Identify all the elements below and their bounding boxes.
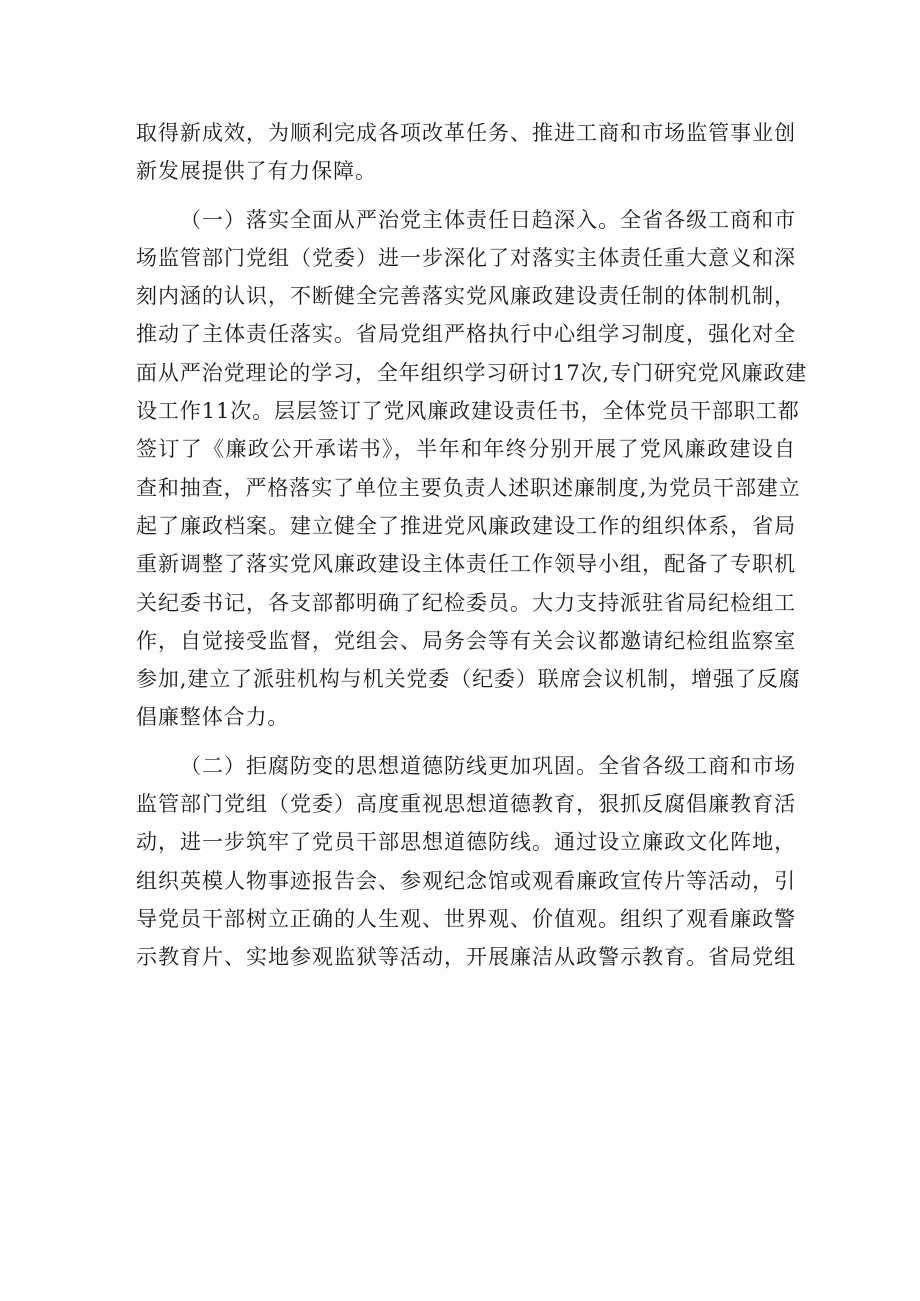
- text-line: 参加,建立了派驻机构与机关党委（纪委）联席会议机制，增强了反腐: [136, 667, 801, 692]
- text-line: 监管部门党组（党委）高度重视思想道德教育，狠抓反腐倡廉教育活: [136, 792, 796, 817]
- text-line: 倡廉整体合力。: [136, 705, 290, 730]
- section-heading-line: （二）拒腐防变的思想道德防线更加巩固。全省各级工商和市场: [180, 753, 796, 778]
- text-line: 示教育片、实地参观监狱等活动，开展廉洁从政警示教育。省局党组: [136, 945, 796, 970]
- paragraph-section-2: [136, 747, 796, 977]
- text-line: 推动了主体责任落实。省局党组严格执行中心组学习制度，强化对全: [136, 322, 796, 347]
- text-line: 刻内涵的认识，不断健全完善落实党风廉政建设责任制的体制机制，: [136, 284, 796, 309]
- text-line: 面从严治党理论的学习，全年组织学习研讨17次,专门研究党风廉政建: [136, 360, 808, 385]
- text-line: 设工作11次。层层签订了党风廉政建设责任书，全体党员干部职工都: [136, 399, 800, 424]
- text-line: 场监管部门党组（党委）进一步深化了对落实主体责任重大意义和深: [136, 245, 796, 270]
- paragraph-gap: [136, 737, 796, 747]
- text-line: 组织英模人物事迹报告会、参观纪念馆或观看廉政宣传片等活动，引: [136, 868, 796, 893]
- text-line: 取得新成效，为顺利完成各项改革任务、推进工商和市场监管事业创: [136, 121, 796, 145]
- text-line: 关纪委书记，各支部都明确了纪检委员。大力支持派驻省局纪检组工: [136, 590, 796, 615]
- text-line: 新发展提供了有力保障。: [136, 159, 377, 184]
- document-body: [136, 114, 808, 977]
- text-line: 签订了《廉政公开承诺书》，半年和年终分别开展了党风廉政建设自: [136, 437, 796, 462]
- paragraph-continuation: [136, 114, 796, 191]
- text-line: 导党员干部树立正确的人生观、世界观、价值观。组织了观看廉政警: [136, 906, 796, 931]
- text-line: 查和抽查，严格落实了单位主要负责人述职述廉制度,为党员干部建立: [136, 475, 801, 500]
- text-line: 动，进一步筑牢了党员干部思想道德防线。通过设立廉政文化阵地，: [136, 830, 796, 855]
- paragraph-section-1: [136, 201, 808, 737]
- text-line: 起了廉政档案。建立健全了推进党风廉政建设工作的组织体系，省局: [136, 513, 796, 538]
- section-heading-line: （一）落实全面从严治党主体责任日趋深入。全省各级工商和市: [180, 207, 796, 232]
- paragraph-gap: [136, 191, 796, 201]
- text-line: 作，自觉接受监督，党组会、局务会等有关会议都邀请纪检组监察室: [136, 628, 796, 653]
- text-line: 重新调整了落实党风廉政建设主体责任工作领导小组，配备了专职机: [136, 552, 796, 577]
